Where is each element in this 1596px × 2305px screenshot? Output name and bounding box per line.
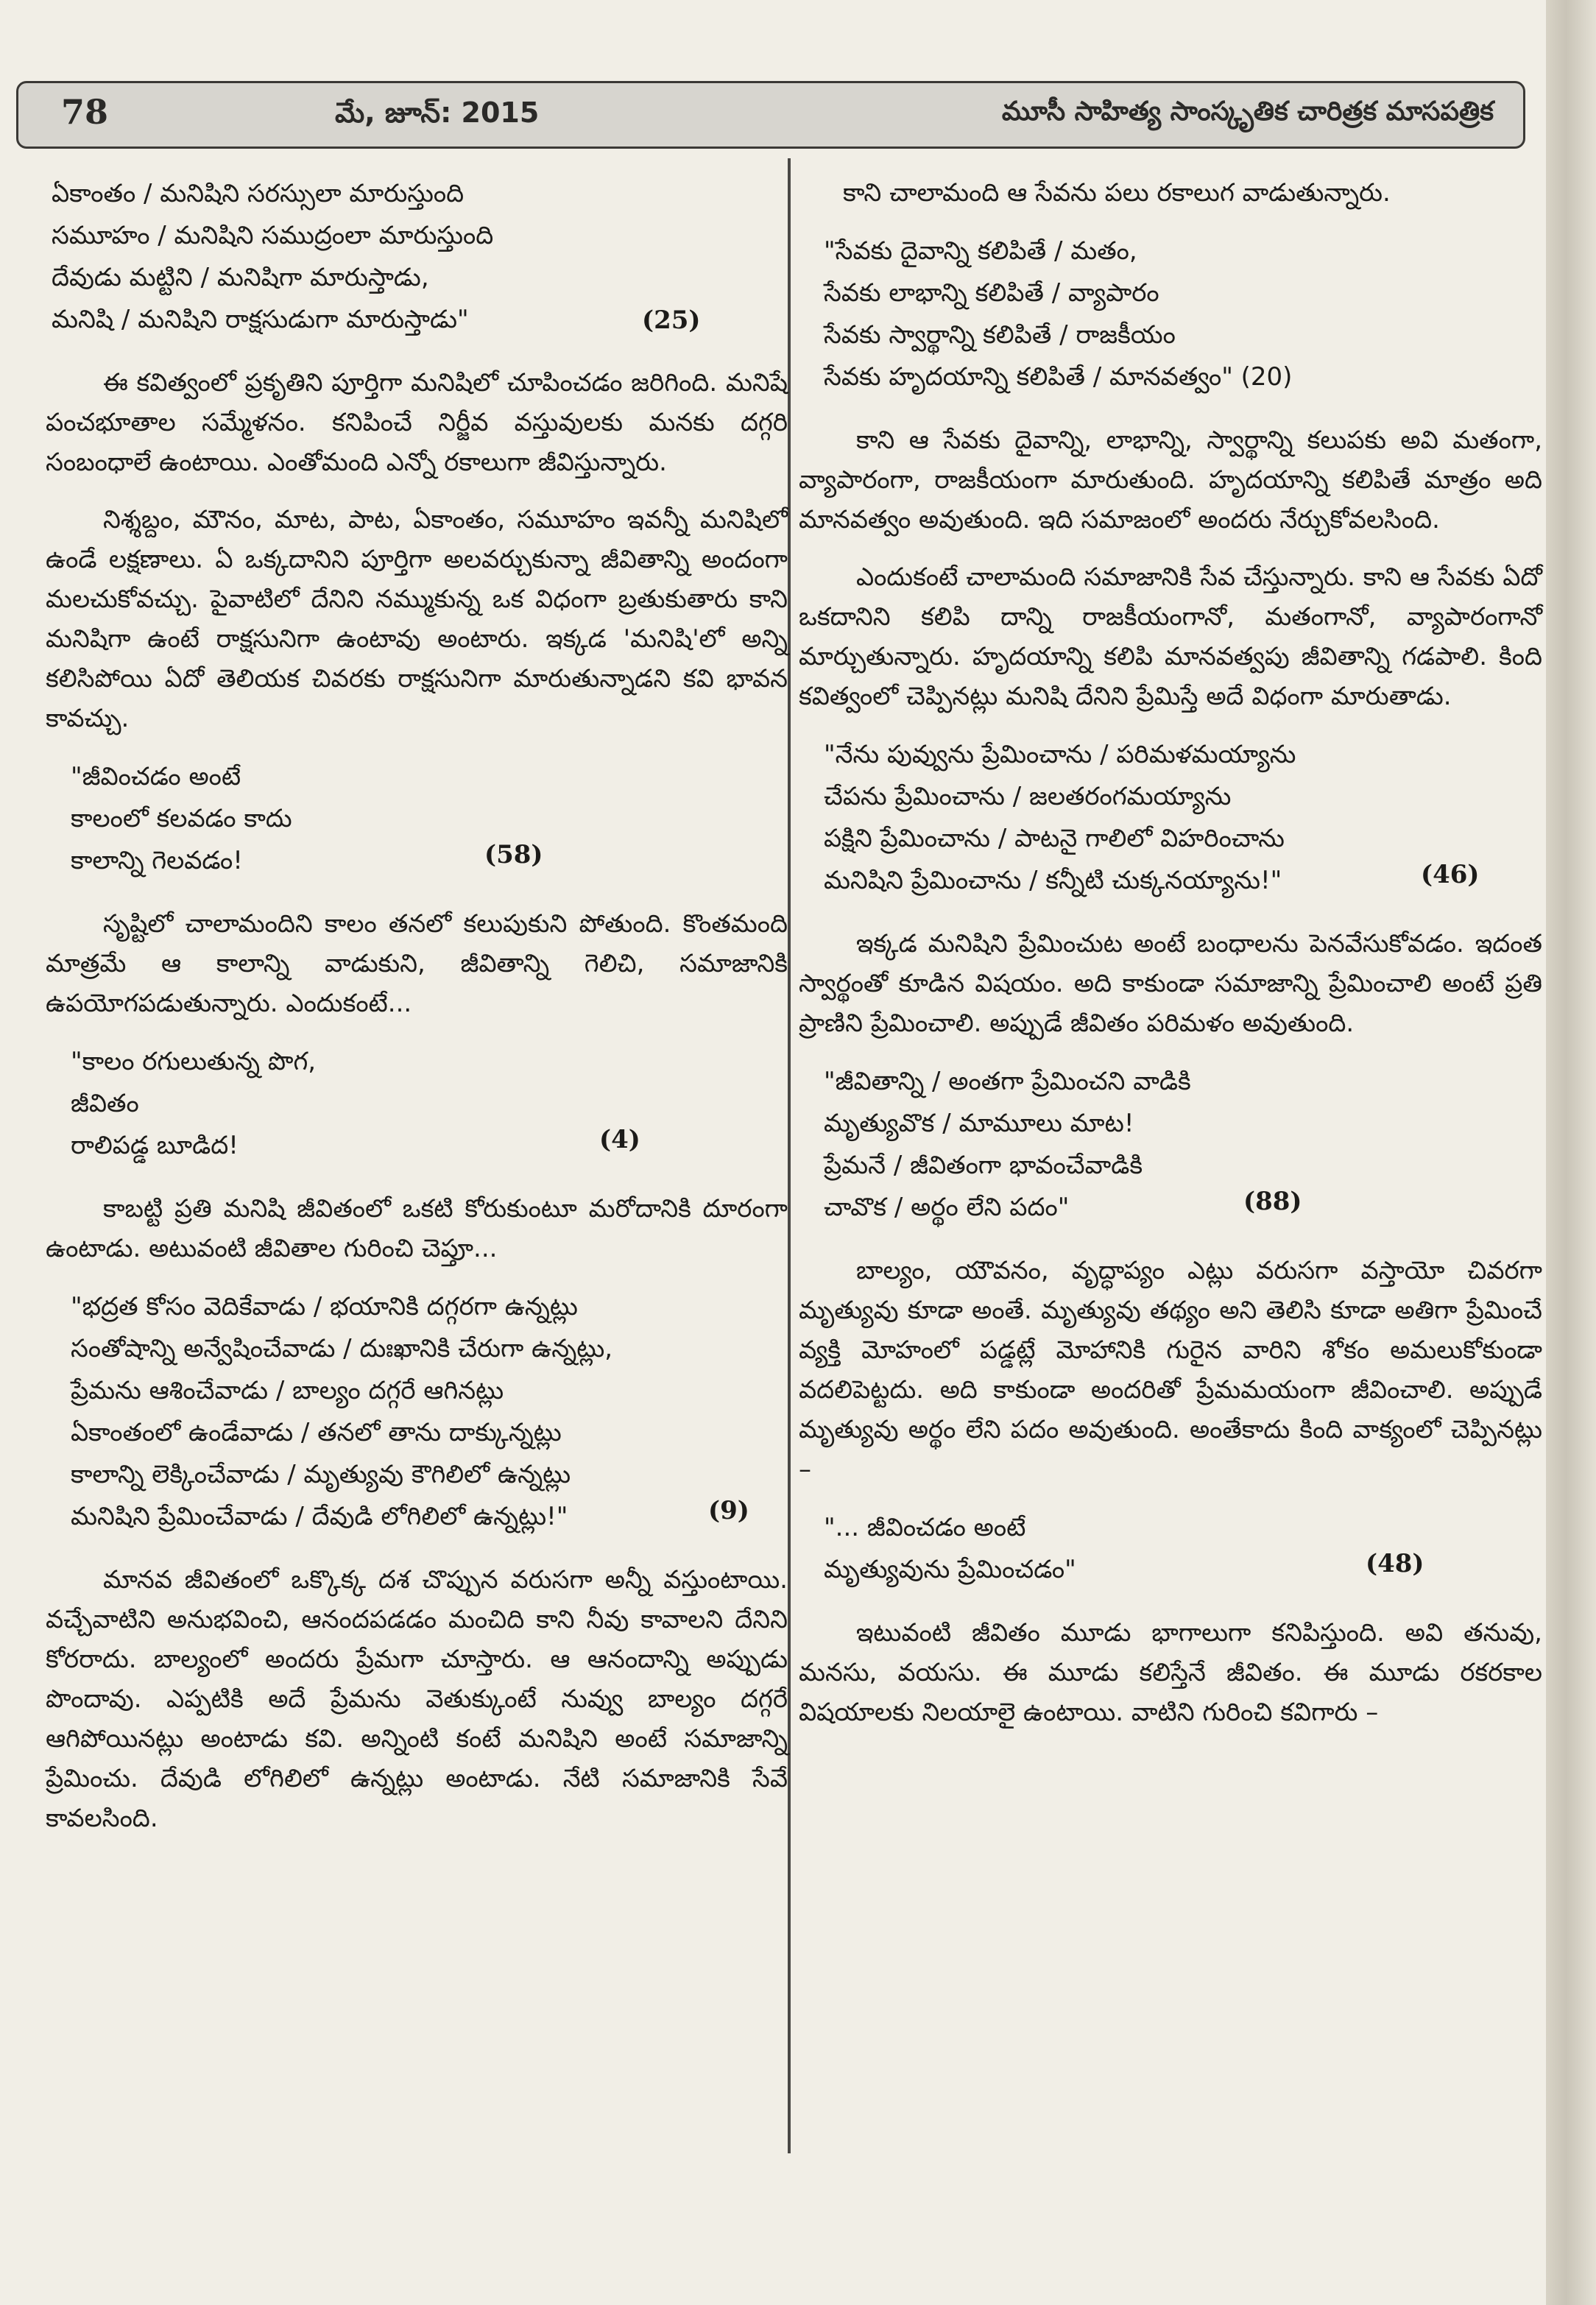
paragraph: కాని చాలామంది ఆ సేవను పలు రకాలుగ వాడుతున్నారు.: [843, 178, 1391, 208]
left-column: [46, 173, 788, 1856]
poem-20: [799, 230, 1542, 398]
poem-46: [799, 734, 1542, 902]
poem-number: (88): [1243, 1187, 1302, 1216]
column-divider: [788, 158, 791, 2153]
poem-line: మృత్యువొక / మామూలు మాట!: [824, 1109, 1134, 1138]
magazine-title: మూసీ సాహిత్య సాంస్కృతిక చారిత్రక మాసపత్రిక: [1001, 96, 1494, 127]
paragraph: ఇక్కడ మనిషిని ప్రేమించుట అంటే బంధాలను పెనవేసుకోవడం. ఇదంత స్వార్థంతో కూడిన విషయం. అది కాకుండా సమాజాన్ని ప్రేమించాలి అంటే ప్రతి ప్రాణిని ప్రేమించాలి. అప్పుడే జీవితం పరిమళం అవుతుంది.: [799, 929, 1542, 1038]
poem-line: మనిషిని ప్రేమించాను / కన్నీటి చుక్కనయ్యాను!": [824, 866, 1282, 895]
poem-4: [46, 1041, 788, 1167]
paragraph: ఎందుకంటే చాలామంది సమాజానికి సేవ చేస్తున్నారు. కాని ఆ సేవకు ఏదో ఒకదానిని కలిపి దాన్ని రాజకీయంగానో, మతంగానో, వ్యాపారంగానో మార్చుతున్నారు. హృదయాన్ని కలిపి మానవత్వపు జీవితాన్ని గడపాలి. కింది కవిత్వంలో చెప్పినట్లు మనిషి దేనిని ప్రేమిస్తే అదే విధంగా మారుతాడు.: [799, 562, 1542, 711]
poem-line: కాలాన్ని లెక్కించేవాడు / మృత్యువు కౌగిలిలో ఉన్నట్లు: [71, 1460, 571, 1489]
poem-line: చావొక / అర్థం లేని పదం": [824, 1193, 1070, 1222]
right-column: [799, 173, 1542, 1750]
poem-line: "సేవకు దైవాన్ని కలిపితే / మతం,: [824, 236, 1137, 266]
poem-number: (4): [599, 1125, 640, 1154]
paragraph: నిశ్శబ్దం, మౌనం, మాట, పాట, ఏకాంతం, సమూహం ఇవన్నీ మనిషిలో ఉండే లక్షణాలు. ఏ ఒక్కదానిని పూర్తిగా అలవర్చుకున్నా జీవితాన్ని అందంగా మలచుకోవచ్చు. పైవాటిలో దేనిని నమ్ముకున్న ఒక విధంగా బ్రతుకుతారు కాని మనిషిగా ఉంటే రాక్షసునిగా ఉంటావు అంటారు. ఇక్కడ 'మనిషి'లో అన్ని కలిసిపోయి ఏదో తెలియక చివరకు రాక్షసునిగా మారుతున్నాడని కవి భావన కావచ్చు.: [46, 505, 788, 733]
poem-line: "నేను పువ్వును ప్రేమించాను / పరిమళమయ్యాను: [824, 740, 1296, 769]
poem-line: దేవుడు మట్టిని / మనిషిగా మారుస్తాడు,: [52, 263, 429, 292]
poem-25: [46, 173, 788, 341]
poem-line: సేవకు స్వార్థాన్ని కలిపితే / రాజకీయం: [824, 320, 1176, 350]
paragraph: ఈ కవిత్వంలో ప్రకృతిని పూర్తిగా మనిషిలో చూపించడం జరిగింది. మనిషే పంచభూతాల సమ్మేళనం. కనిపించే నిర్జీవ వస్తువులకు మనకు దగ్గరి సంబంధాలే ఉంటాయి. ఎంతోమంది ఎన్నో రకాలుగా జీవిస్తున్నారు.: [46, 368, 788, 477]
poem-line: సేవకు లాభాన్ని కలిపితే / వ్యాపారం: [824, 278, 1159, 308]
poem-number: (46): [1421, 860, 1480, 889]
poem-line: "జీవితాన్ని / అంతగా ప్రేమించని వాడికి: [824, 1067, 1191, 1096]
poem-line: మనిషిని ప్రేమించేవాడు / దేవుడి లోగిలిలో ఉన్నట్లు!": [71, 1502, 568, 1531]
poem-line: "భద్రత కోసం వెదికేవాడు / భయానికి దగ్గరగా ఉన్నట్లు: [71, 1292, 578, 1321]
poem-line: "కాలం రగులుతున్న పొగ,: [71, 1047, 317, 1076]
paragraph: సృష్టిలో చాలామందిని కాలం తనలో కలుపుకుని పోతుంది. కొంతమంది మాత్రమే ఆ కాలాన్ని వాడుకుని, జీవితాన్ని గెలిచి, సమాజానికి ఉపయోగపడుతున్నారు. ఎందుకంటే...: [46, 909, 788, 1018]
poem-number: (9): [708, 1496, 749, 1525]
poem-line: ప్రేమను ఆశించేవాడు / బాల్యం దగ్గరే ఆగినట్లు: [71, 1376, 504, 1405]
poem-line: జీవితం: [71, 1089, 139, 1118]
poem-line: సేవకు హృదయాన్ని కలిపితే / మానవత్వం" (20): [824, 362, 1293, 392]
poem-number: (48): [1366, 1549, 1424, 1578]
poem-line: చేపను ప్రేమించాను / జలతరంగమయ్యాను: [824, 782, 1232, 811]
poem-line: ఏకాంతంలో ఉండేవాడు / తనలో తాను దాక్కున్నట్లు: [71, 1418, 562, 1447]
poem-line: ప్రేమనే / జీవితంగా భావంచేవాడికి: [824, 1151, 1143, 1180]
issue-date: మే, జూన్: 2015: [335, 96, 540, 129]
page-header: [16, 81, 1525, 149]
poem-line: మనిషి / మనిషిని రాక్షసుడుగా మారుస్తాడు": [52, 305, 469, 334]
poem-88: [799, 1061, 1542, 1229]
paragraph: కాబట్టి ప్రతి మనిషి జీవితంలో ఒకటి కోరుకుంటూ మరోదానికి దూరంగా ఉంటాడు. అటువంటి జీవితాల గురించి చెప్తూ...: [46, 1194, 788, 1263]
page-number: 78: [61, 92, 109, 132]
poem-line: పక్షిని ప్రేమించాను / పాటనై గాలిలో విహరించాను: [824, 824, 1285, 853]
poem-9: [46, 1286, 788, 1538]
poem-line: "... జీవించడం అంటే: [824, 1513, 1026, 1542]
page-edge: [1546, 0, 1596, 2305]
poem-number: (25): [642, 306, 701, 335]
paragraph: బాల్యం, యౌవనం, వృద్ధాప్యం ఎట్లు వరుసగా వస్తాయో చివరగా మృత్యువు కూడా అంతే. మృత్యువు తథ్యం అని తెలిసి కూడా అతిగా ప్రేమించే వ్యక్తి మోహంలో పడ్డట్లే మోహానికి గురైన వారిని శోకం అమలుకోకుండా వదలిపెట్టదు. అది కాకుండా అందరితో ప్రేమమయంగా జీవించాలి. అప్పుడే మృత్యువు అర్థం లేని పదం అవుతుంది. అంతేకాదు కింది వాక్యంలో చెప్పినట్లు –: [799, 1256, 1542, 1484]
poem-line: కాలంలో కలవడం కాదు: [71, 804, 292, 833]
paragraph: మానవ జీవితంలో ఒక్కొక్క దశ చొప్పున వరుసగా అన్నీ వస్తుంటాయి. వచ్చేవాటిని అనుభవించి, ఆనందపడడం మంచిది కాని నీవు కావాలని దేనిని కోరరాదు. బాల్యంలో అందరు ప్రేమగా చూస్తారు. ఆ ఆనందాన్ని అప్పుడు పొందావు. ఎప్పటికి అదే ప్రేమను వెతుక్కుంటే నువ్వు బాల్యం దగ్గరే ఆగిపోయినట్లు అంటాడు కవి. అన్నింటి కంటే మనిషిని అంటే సమాజాన్ని ప్రేమించు. దేవుడి లోగిలిలో ఉన్నట్లు అంటాడు. నేటి సమాజానికి సేవే కావలసింది.: [46, 1565, 788, 1833]
poem-line: సమూహం / మనిషిని సముద్రంలా మారుస్తుంది: [52, 221, 494, 250]
poem-line: ఏకాంతం / మనిషిని సరస్సులా మారుస్తుంది: [52, 179, 465, 208]
poem-48: [799, 1507, 1542, 1591]
poem-line: రాలిపడ్డ బూడిద!: [71, 1131, 239, 1160]
poem-line: "జీవించడం అంటే: [71, 762, 241, 791]
poem-number: (58): [484, 840, 543, 869]
poem-line: మృత్యువును ప్రేమించడం": [824, 1555, 1076, 1584]
poem-line: సంతోషాన్ని అన్వేషించేవాడు / దుఃఖానికి చేరుగా ఉన్నట్లు,: [71, 1334, 613, 1363]
paragraph: కాని ఆ సేవకు దైవాన్ని, లాభాన్ని, స్వార్థాన్ని కలుపకు అవి మతంగా, వ్యాపారంగా, రాజకీయంగా మారుతుంది. హృదయాన్ని కలిపితే మాత్రం అది మానవత్వం అవుతుంది. ఇది సమాజంలో అందరు నేర్చుకోవలసింది.: [799, 426, 1542, 534]
paragraph: ఇటువంటి జీవితం మూడు భాగాలుగా కనిపిస్తుంది. అవి తనువు, మనసు, వయసు. ఈ మూడు కలిస్తేనే జీవితం. ఈ మూడు రకరకాల విషయాలకు నిలయాలై ఉంటాయి. వాటిని గురించి కవిగారు –: [799, 1618, 1542, 1727]
poem-58: [46, 756, 788, 882]
poem-line: కాలాన్ని గెలవడం!: [71, 846, 243, 875]
